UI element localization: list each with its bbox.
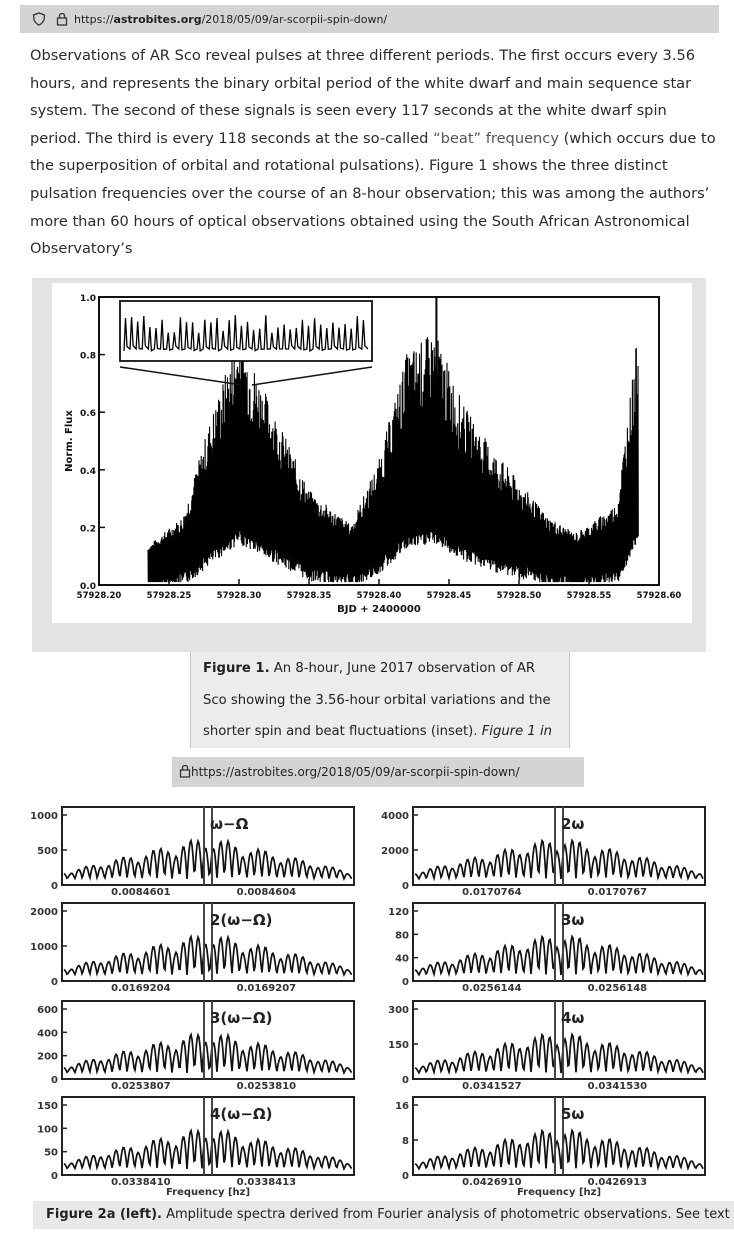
spectrum-line <box>64 1035 352 1073</box>
x-tick-label: 0.0084604 <box>236 887 297 898</box>
harmonic-label: 2ω <box>561 815 585 833</box>
y-tick-label: 0.0 <box>80 582 96 592</box>
figure-1-chart <box>52 283 692 623</box>
x-tick-label: 57928.60 <box>636 591 682 601</box>
x-axis-label-left: Frequency [hz] <box>165 1187 251 1198</box>
y-tick-label: 0 <box>402 1075 409 1086</box>
x-tick-label: 0.0426910 <box>462 1177 522 1188</box>
y-tick-label: 80 <box>395 930 409 942</box>
harmonic-label: 4ω <box>561 1009 585 1027</box>
figure-2-caption <box>33 1201 734 1229</box>
y-tick-label: 0 <box>402 881 409 892</box>
y-tick-label: 0.6 <box>80 409 96 420</box>
url-scheme: https:// <box>74 12 114 26</box>
x-tick-label: 0.0341530 <box>587 1081 648 1092</box>
x-tick-label: 57928.20 <box>76 591 122 601</box>
spectrum-line <box>64 841 352 879</box>
y-tick-label: 0.8 <box>80 351 96 362</box>
y-tick-label: 50 <box>44 1147 58 1159</box>
harmonic-label: 2(ω−Ω) <box>210 911 273 929</box>
harmonic-label: 4(ω−Ω) <box>210 1105 273 1123</box>
y-tick-label: 2000 <box>30 907 58 918</box>
url-text[interactable] <box>191 765 520 779</box>
y-tick-label: 0 <box>51 881 58 892</box>
caption-text: An 8-hour, June 2017 observation of AR Sco showing the 3.56-hour orbital variations and the shorter spin and beat fluctuations (inset). <box>203 661 551 739</box>
x-tick-label: 0.0169207 <box>236 983 297 994</box>
url-scheme: https:// <box>191 765 235 779</box>
harmonic-label: 3ω <box>561 911 585 929</box>
x-tick-label: 57928.45 <box>426 591 472 601</box>
x-tick-label: 57928.55 <box>566 591 612 601</box>
y-tick-label: 0 <box>402 977 409 988</box>
x-tick-label: 0.0338413 <box>236 1177 297 1188</box>
x-tick-label: 57928.35 <box>286 591 332 601</box>
caption-label: Figure 2a (left). <box>46 1207 162 1222</box>
y-tick-label: 600 <box>37 1005 58 1016</box>
harmonic-label: 3(ω−Ω) <box>210 1009 273 1027</box>
shield-icon[interactable] <box>32 12 46 26</box>
y-tick-label: 200 <box>37 1051 58 1063</box>
y-tick-label: 2000 <box>381 846 409 857</box>
x-tick-label: 0.0253810 <box>236 1081 297 1092</box>
spectrum-line <box>415 841 703 880</box>
address-bar-secondary[interactable] <box>172 757 584 787</box>
beat-frequency-link[interactable]: “beat” frequency <box>433 129 559 147</box>
y-tick-label: 150 <box>37 1101 58 1112</box>
y-tick-label: 40 <box>395 953 409 965</box>
y-tick-label: 300 <box>388 1005 409 1016</box>
y-tick-label: 16 <box>395 1101 409 1112</box>
url-host: astrobites.org <box>113 12 202 26</box>
caption-label: Figure 1. <box>203 661 270 676</box>
caption-citation: Figure 1 in <box>481 724 553 739</box>
inset-pointer-right <box>252 367 372 385</box>
y-tick-label: 400 <box>37 1028 58 1040</box>
url-text[interactable] <box>74 13 387 26</box>
figure-1-caption <box>190 652 570 748</box>
y-tick-label: 0 <box>51 1171 58 1182</box>
y-tick-label: 1.0 <box>80 294 96 304</box>
harmonic-label: ω−Ω <box>210 815 249 833</box>
paragraph-text-continued: (which occurs due to the superposition of orbital and rotational pulsations). Figure 1 shows the three distinct pulsation frequencies over the course of an 8-hour observation; this was among the authors’ more than 60 hours of optical observations obtained using the South African Astronomical Observatory’s <box>30 129 716 258</box>
url-path: /2018/05/09/ar-scorpii-spin-down/ <box>317 765 520 779</box>
spectrum-line <box>415 937 703 976</box>
x-tick-label: 57928.50 <box>496 591 542 601</box>
paragraph-text: Observations of AR Sco reveal pulses at three different periods. The first occurs every 3.56 hours, and represents the binary orbital period of the white dwarf and main sequence star system. The second of these signals is seen every 117 seconds at the white dwarf spin period. The third is every 118 seconds at the so-called <box>30 47 696 147</box>
spectrum-line <box>64 1131 352 1169</box>
x-axis-label-right: Frequency [hz] <box>516 1187 602 1198</box>
x-tick-label: 57928.40 <box>356 591 402 601</box>
y-tick-label: 0.4 <box>80 466 96 477</box>
address-bar[interactable] <box>20 5 719 33</box>
x-axis-label: BJD + 2400000 <box>337 604 421 615</box>
lock-icon <box>56 12 68 26</box>
spectrum-line <box>415 1035 703 1074</box>
y-tick-label: 100 <box>37 1124 58 1136</box>
x-tick-label: 0.0253807 <box>111 1081 171 1092</box>
spectrum-line <box>415 1131 703 1170</box>
url-host: astrobites.org <box>234 765 318 779</box>
y-tick-label: 0 <box>51 1075 58 1086</box>
x-tick-label: 0.0169204 <box>111 983 171 994</box>
inset-frame <box>120 301 372 361</box>
url-path: /2018/05/09/ar-scorpii-spin-down/ <box>201 12 388 26</box>
x-tick-label: 0.0338410 <box>111 1177 171 1188</box>
x-tick-label: 0.0341527 <box>462 1081 522 1092</box>
x-tick-label: 57928.25 <box>146 591 192 601</box>
y-tick-label: 120 <box>388 907 409 918</box>
lock-icon <box>179 764 191 781</box>
y-tick-label: 500 <box>37 846 58 857</box>
caption-text: Amplitude spectra derived from Fourier analysis of photometric observations. See text <box>161 1207 730 1222</box>
flux-series-line <box>148 337 638 582</box>
y-tick-label: 1000 <box>30 942 58 953</box>
y-tick-label: 4000 <box>381 811 409 822</box>
light-curve-plot <box>52 283 692 623</box>
spectrum-line <box>64 937 352 975</box>
y-tick-label: 8 <box>402 1136 409 1147</box>
x-tick-label: 0.0256144 <box>462 983 522 994</box>
y-tick-label: 0.2 <box>80 524 96 535</box>
y-tick-label: 1000 <box>30 811 58 822</box>
figure-2-chart <box>0 795 734 1201</box>
y-tick-label: 0 <box>402 1171 409 1182</box>
x-tick-label: 0.0256148 <box>587 983 648 994</box>
x-tick-label: 0.0084601 <box>111 887 171 898</box>
x-tick-label: 57928.30 <box>216 591 262 601</box>
y-tick-label: 150 <box>388 1040 409 1051</box>
harmonic-label: 5ω <box>561 1105 585 1123</box>
article-paragraph <box>30 42 720 263</box>
inset-pointer-left <box>120 367 242 385</box>
y-tick-label: 0 <box>51 977 58 988</box>
x-tick-label: 0.0170764 <box>462 887 522 898</box>
x-tick-label: 0.0170767 <box>587 887 648 898</box>
y-axis-label: Norm. Flux <box>64 410 75 472</box>
x-tick-label: 0.0426913 <box>587 1177 648 1188</box>
amplitude-spectra-plot <box>0 795 734 1201</box>
